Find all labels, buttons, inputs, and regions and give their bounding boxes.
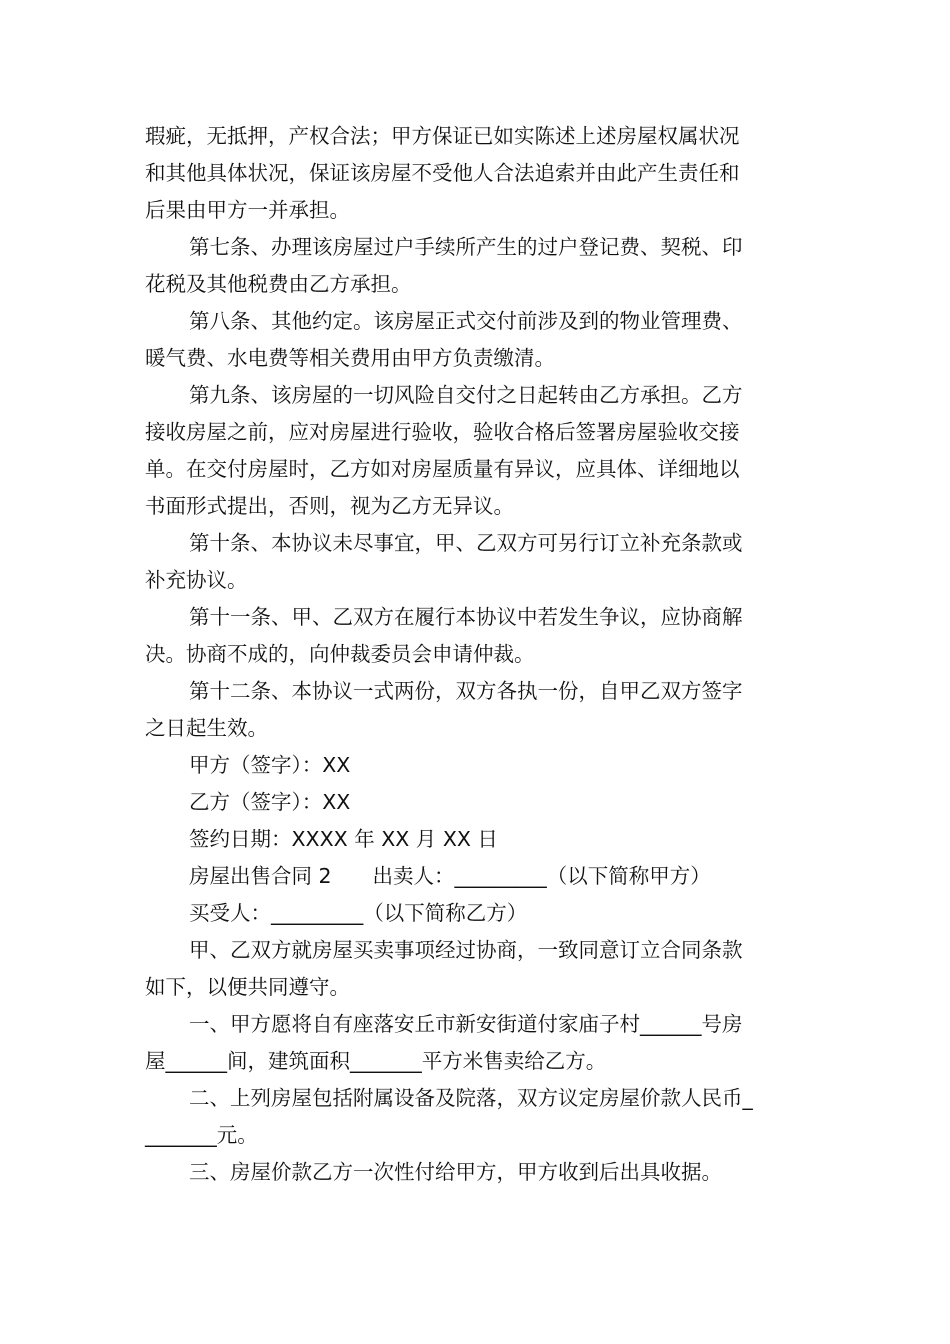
contract-2-buyer: 买受人：_________（以下简称乙方）	[189, 901, 528, 925]
text-line: 书面形式提出，否则，视为乙方无异议。	[145, 494, 514, 518]
clause-10: 第十条、本协议未尽事宜，甲、乙双方可另行订立补充条款或	[189, 531, 743, 555]
text-line: 屋______间，建筑面积_______平方米售卖给乙方。	[145, 1049, 607, 1073]
contract-2-clause-3: 三、房屋价款乙方一次性付给甲方，甲方收到后出具收据。	[189, 1160, 722, 1184]
contract-2-clause-2: 二、上列房屋包括附属设备及院落，双方议定房屋价款人民币_	[189, 1086, 753, 1110]
text-line: 暖气费、水电费等相关费用由甲方负责缴清。	[145, 346, 555, 370]
clause-8: 第八条、其他约定。该房屋正式交付前涉及到的物业管理费、	[189, 309, 743, 333]
clause-11: 第十一条、甲、乙双方在履行本协议中若发生争议，应协商解	[189, 605, 743, 629]
text-line: 单。在交付房屋时，乙方如对房屋质量有异议，应具体、详细地以	[145, 457, 740, 481]
signing-date: 签约日期：XXXX 年 XX 月 XX 日	[189, 827, 498, 851]
text-line: 之日起生效。	[145, 716, 268, 740]
text-line: 补充协议。	[145, 568, 248, 592]
text-line: 接收房屋之前，应对房屋进行验收，验收合格后签署房屋验收交接	[145, 420, 740, 444]
text-line: 和其他具体状况，保证该房屋不受他人合法追索并由此产生责任和	[145, 161, 740, 185]
text-line: 后果由甲方一并承担。	[145, 198, 350, 222]
clause-9: 第九条、该房屋的一切风险自交付之日起转由乙方承担。乙方	[189, 383, 743, 407]
contract-2-preamble: 甲、乙双方就房屋买卖事项经过协商，一致同意订立合同条款	[189, 938, 743, 962]
party-a-signature: 甲方（签字）：XX	[189, 753, 351, 777]
party-b-signature: 乙方（签字）：XX	[189, 790, 351, 814]
text-line: 瑕疵，无抵押，产权合法；甲方保证已如实陈述上述房屋权属状况	[145, 124, 740, 148]
text-line: 决。协商不成的，向仲裁委员会申请仲裁。	[145, 642, 535, 666]
contract-2-seller: 房屋出售合同 2 出卖人：_________（以下简称甲方）	[189, 864, 711, 888]
text-line: 如下，以便共同遵守。	[145, 975, 350, 999]
contract-2-clause-1: 一、甲方愿将自有座落安丘市新安街道付家庙子村______号房	[189, 1012, 743, 1036]
text-line: _______元。	[145, 1123, 258, 1147]
text-line: 花税及其他税费由乙方承担。	[145, 272, 412, 296]
document-body	[145, 118, 807, 1191]
clause-12: 第十二条、本协议一式两份，双方各执一份，自甲乙双方签字	[189, 679, 743, 703]
clause-7: 第七条、办理该房屋过户手续所产生的过户登记费、契税、印	[189, 235, 743, 259]
